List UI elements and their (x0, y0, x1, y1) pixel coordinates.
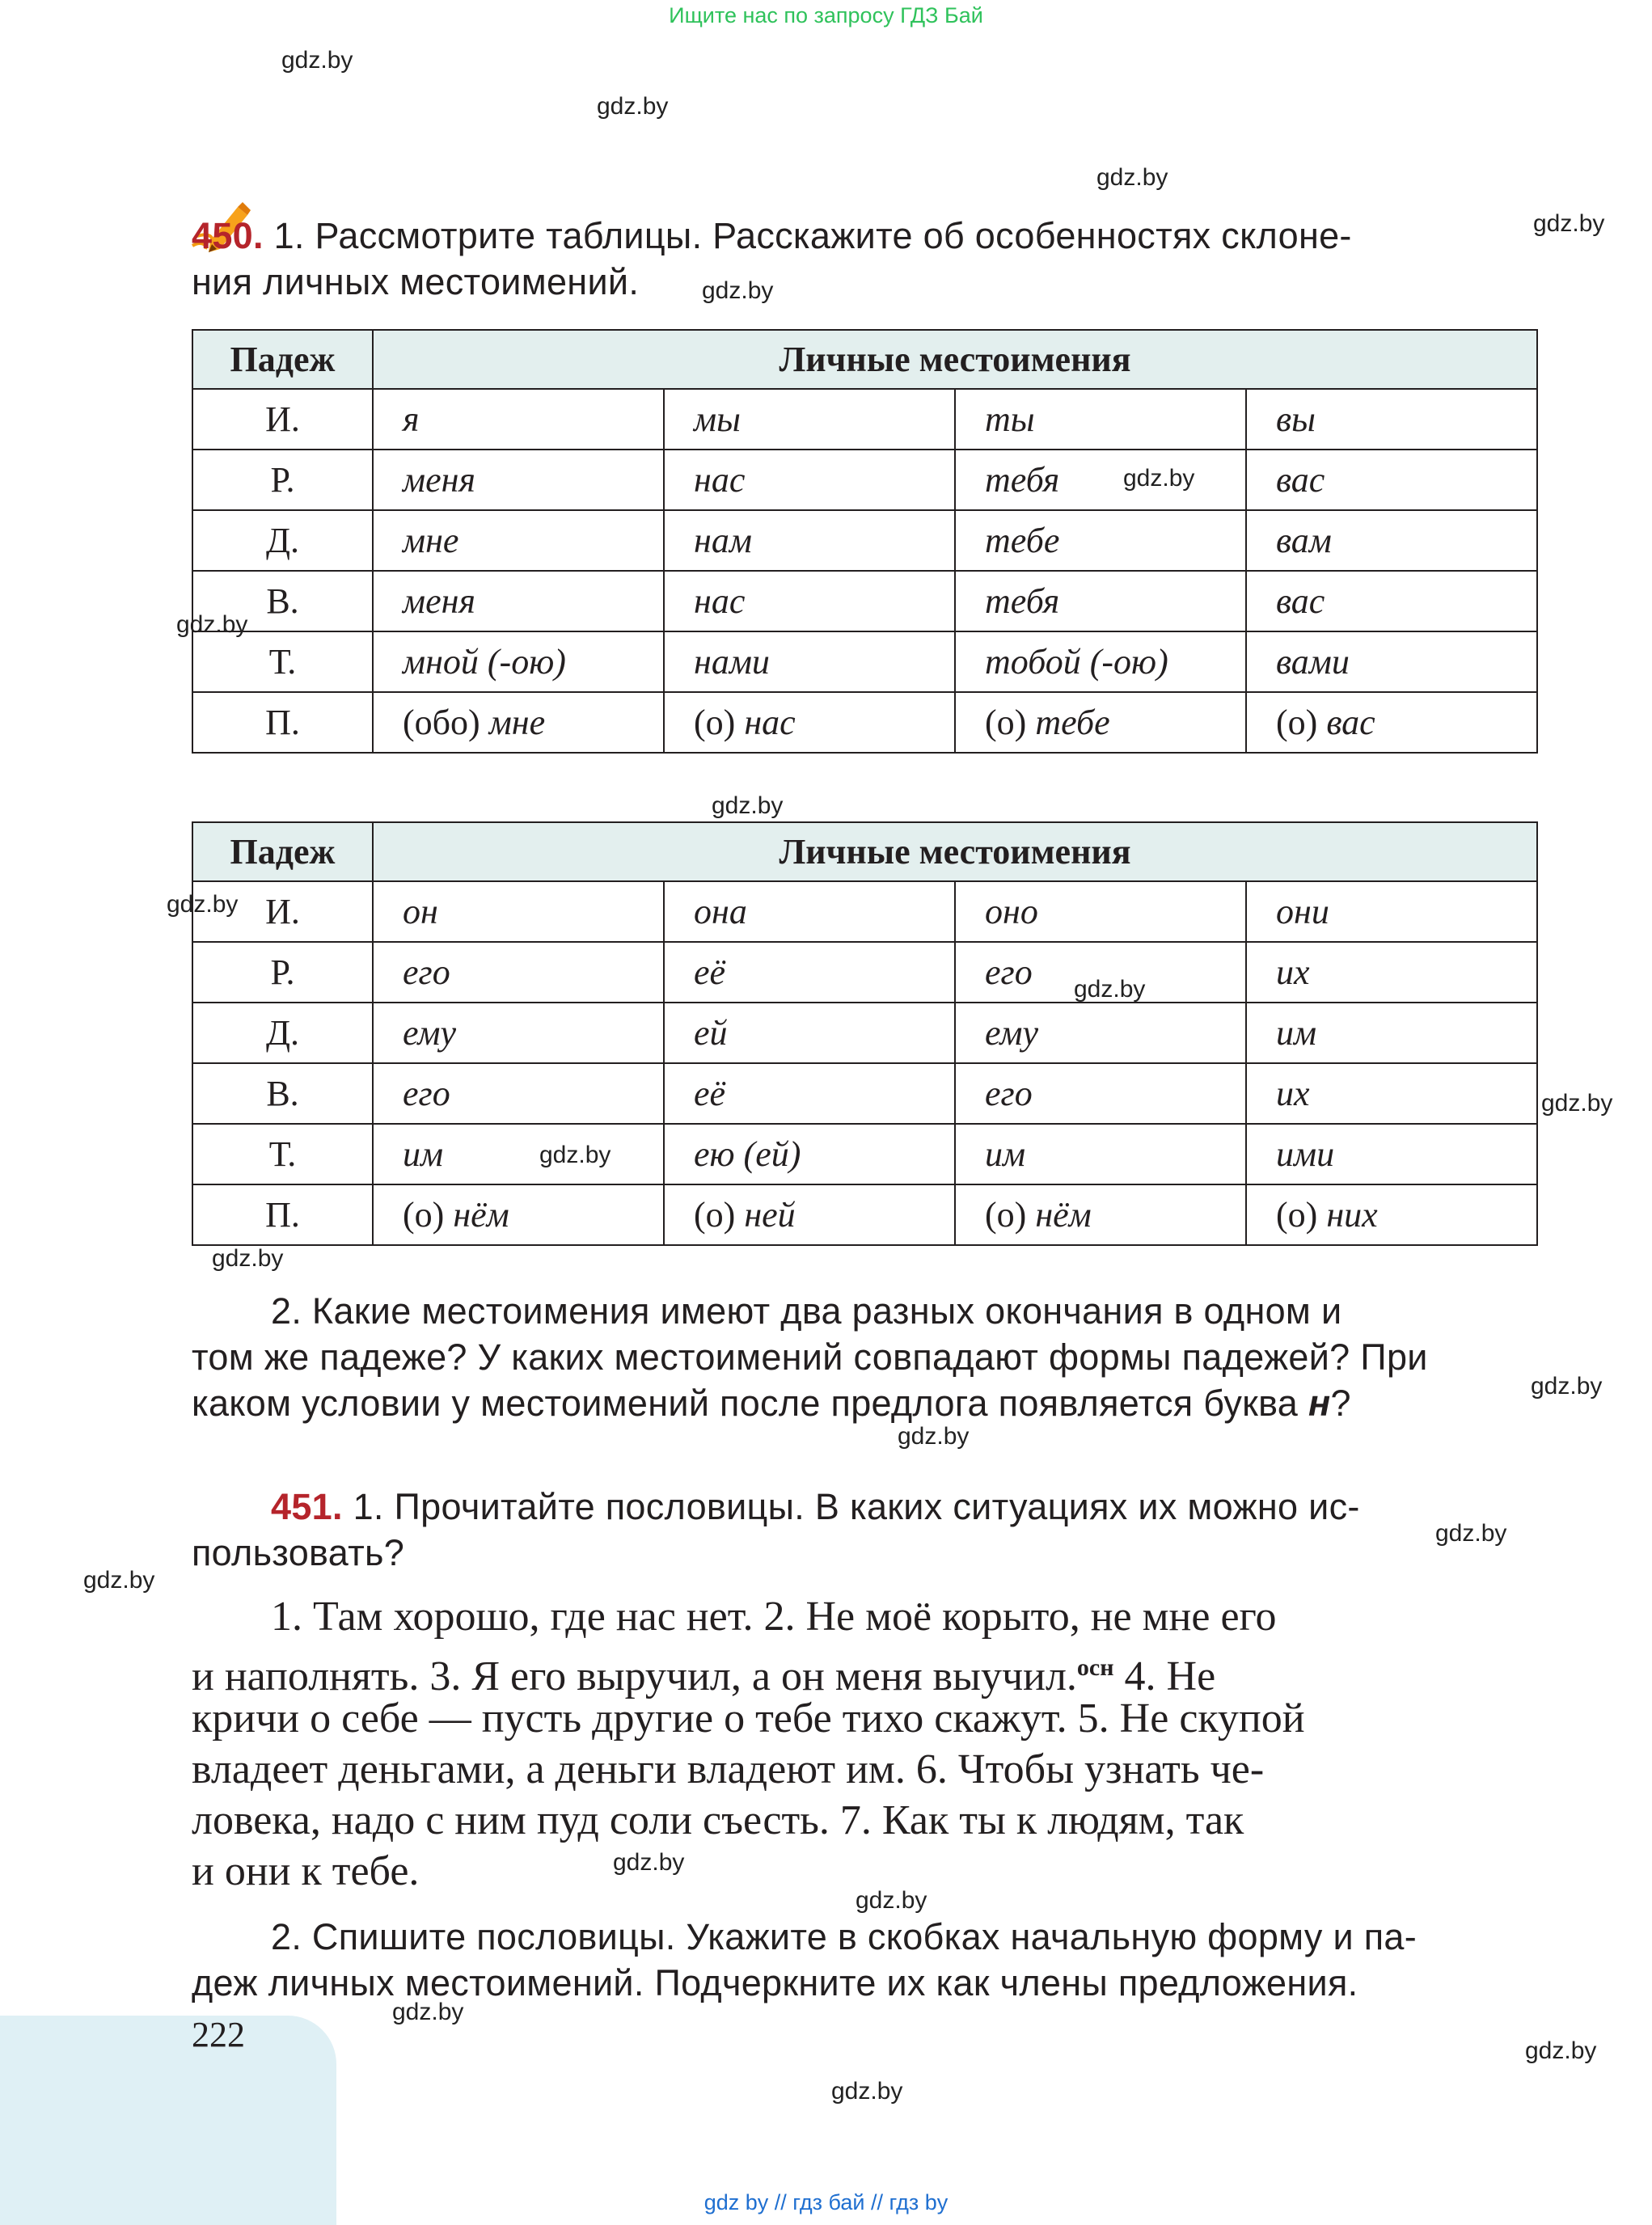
pronoun-cell (1246, 1003, 1537, 1063)
pronoun-cell (1246, 571, 1537, 631)
ex450-text-line1: 1. Рассмотрите таблицы. Расскажите об особенностях склоне- (273, 215, 1352, 256)
pronoun-form: мне (488, 703, 546, 742)
pronoun-form: они (1276, 892, 1329, 931)
pronoun-form: них (1326, 1195, 1378, 1235)
proverb-line-2-text: и наполнять. 3. Я его выручил, а он меня выучил. (192, 1653, 1077, 1699)
pronoun-form: ею (ей) (694, 1134, 801, 1174)
pronoun-cell (373, 389, 664, 450)
pronoun-form: им (403, 1134, 444, 1174)
table-row (192, 692, 1537, 753)
table-row (192, 631, 1537, 692)
table-row (192, 881, 1537, 942)
pronoun-form: тобой (-ою) (985, 642, 1168, 682)
pronoun-cell (955, 881, 1246, 942)
pronoun-cell (664, 692, 955, 753)
ex450-number: 450. (192, 215, 264, 256)
pronoun-cell (373, 450, 664, 510)
ex451-task2-line2: деж личных местоимений. Подчеркните их как члены предложения. (192, 1962, 1358, 2003)
pronoun-form: их (1276, 1074, 1310, 1113)
watermark: gdz.by (898, 1423, 970, 1450)
case-label: И. (192, 881, 373, 942)
table-row (192, 389, 1537, 450)
pronoun-cell (955, 389, 1246, 450)
preposition: (о) (403, 1195, 454, 1235)
proverb-line-3: кричи о себе — пусть другие о тебе тихо скажут. 5. Не скупой (192, 1695, 1305, 1742)
pronoun-form: нас (694, 460, 746, 500)
proverb-line-5: ловека, надо с ним пуд соли съесть. 7. Как ты к людям, так (192, 1797, 1244, 1843)
pronoun-cell (1246, 631, 1537, 692)
watermark: gdz.by (392, 1999, 464, 2025)
pronouns-table-2 (192, 821, 1538, 1246)
pronoun-cell (664, 1063, 955, 1124)
pronoun-cell (955, 631, 1246, 692)
ex450-q2-line3 (192, 1380, 1351, 1426)
ex450-line2: ния личных местоимений. (192, 261, 640, 302)
pronoun-cell (955, 1124, 1246, 1184)
pronoun-form: вами (1276, 642, 1350, 682)
watermark: gdz.by (702, 277, 774, 304)
watermark: gdz.by (712, 792, 784, 819)
pronoun-form: тебя (985, 581, 1060, 621)
watermark: gdz.by (1074, 976, 1146, 1003)
pronoun-form: её (694, 1074, 726, 1113)
table-row (192, 450, 1537, 510)
table-row (192, 1063, 1537, 1124)
pronoun-cell (955, 571, 1246, 631)
table-row (192, 1124, 1537, 1184)
watermark: gdz.by (167, 891, 239, 918)
ex451-line2: пользовать? (192, 1532, 405, 1573)
pronoun-cell (664, 389, 955, 450)
pronoun-cell (1246, 942, 1537, 1003)
pronoun-form: мы (694, 399, 741, 439)
pronoun-form: ему (403, 1013, 457, 1053)
case-label: П. (192, 692, 373, 753)
pronoun-cell (955, 1003, 1246, 1063)
table-header-row (192, 330, 1537, 389)
pronoun-form: нас (694, 581, 746, 621)
pronoun-form: нами (694, 642, 770, 682)
pronoun-cell (373, 881, 664, 942)
proverb-line-2-tail: 4. Не (1113, 1653, 1216, 1699)
case-label: Т. (192, 631, 373, 692)
watermark: gdz.by (1123, 465, 1195, 492)
pronoun-cell (373, 942, 664, 1003)
pronoun-cell (1246, 450, 1537, 510)
ex451-line1 (271, 1484, 1360, 1530)
pronoun-cell (955, 450, 1246, 510)
pronoun-cell (373, 692, 664, 753)
osn-mark: осн (1076, 1654, 1114, 1681)
watermark: gdz.by (1531, 1373, 1603, 1400)
header-case: Падеж (192, 330, 373, 389)
ex450-q2-line3-end: ? (1330, 1383, 1351, 1424)
pronoun-cell (955, 1184, 1246, 1245)
preposition: (о) (1276, 703, 1327, 742)
bottom-banner[interactable]: gdz by // гдз бай // гдз by (703, 2190, 949, 2214)
pronoun-form: его (403, 952, 450, 992)
pronoun-cell (1246, 692, 1537, 753)
preposition: (о) (985, 703, 1036, 742)
preposition: (обо) (403, 703, 489, 742)
pronoun-cell (1246, 881, 1537, 942)
pronoun-form: я (403, 399, 420, 439)
pronoun-cell (1246, 1184, 1537, 1245)
pronoun-form: меня (403, 460, 475, 500)
pronoun-form: она (694, 892, 747, 931)
pronoun-form: их (1276, 952, 1310, 992)
ex451-task2-line1: 2. Спишите пословицы. Укажите в скобках начальную форму и па- (271, 1916, 1418, 1957)
table-row (192, 571, 1537, 631)
proverb-line-6: и они к тебе. (192, 1848, 420, 1894)
header-pronouns: Личные местоимения (373, 822, 1537, 881)
case-label: Д. (192, 1003, 373, 1063)
case-label: В. (192, 1063, 373, 1124)
pronoun-form: нам (694, 521, 752, 560)
case-label: В. (192, 571, 373, 631)
pronoun-cell (373, 1184, 664, 1245)
ex451-number: 451. (271, 1486, 343, 1527)
watermark: gdz.by (176, 611, 248, 638)
pronoun-cell (373, 1063, 664, 1124)
pronoun-form: тебе (1035, 703, 1110, 742)
pronoun-form: вас (1276, 460, 1325, 500)
pronoun-form: её (694, 952, 726, 992)
pronoun-cell (373, 571, 664, 631)
header-case: Падеж (192, 822, 373, 881)
pronoun-form: ней (744, 1195, 796, 1235)
proverb-line-1: 1. Там хорошо, где нас нет. 2. Не моё корыто, не мне его (271, 1594, 1277, 1640)
case-label: П. (192, 1184, 373, 1245)
pronoun-cell (664, 942, 955, 1003)
pronoun-cell (1246, 389, 1537, 450)
ex450-q2-line1: 2. Какие местоимения имеют два разных окончания в одном и (271, 1290, 1342, 1332)
pronoun-form: ими (1276, 1134, 1335, 1174)
pronoun-cell (955, 942, 1246, 1003)
pronoun-form: им (985, 1134, 1026, 1174)
preposition: (о) (1276, 1195, 1327, 1235)
table-row (192, 1184, 1537, 1245)
watermark: gdz.by (856, 1887, 927, 1914)
pronoun-form: его (403, 1074, 450, 1113)
pronoun-form: ей (694, 1013, 728, 1053)
watermark: gdz.by (1435, 1520, 1507, 1547)
table-row (192, 942, 1537, 1003)
pronoun-cell (664, 631, 955, 692)
pronoun-cell (955, 510, 1246, 571)
pronoun-cell (1246, 510, 1537, 571)
pronoun-form: вас (1326, 703, 1375, 742)
pronoun-cell (373, 1003, 664, 1063)
proverb-line-4: владеет деньгами, а деньги владеют им. 6. Чтобы узнать че- (192, 1746, 1265, 1792)
pronoun-cell (664, 1124, 955, 1184)
pronoun-cell (955, 1063, 1246, 1124)
case-label: Т. (192, 1124, 373, 1184)
watermark: gdz.by (1541, 1090, 1613, 1117)
pronoun-form: тебя (985, 460, 1060, 500)
pronoun-cell (373, 1124, 664, 1184)
case-label: Д. (192, 510, 373, 571)
pronoun-form: его (985, 952, 1033, 992)
pronoun-form: оно (985, 892, 1038, 931)
pronoun-cell (373, 510, 664, 571)
watermark: gdz.by (539, 1142, 611, 1168)
watermark: gdz.by (281, 47, 353, 74)
table-row (192, 510, 1537, 571)
pronoun-form: им (1276, 1013, 1317, 1053)
table-row (192, 1003, 1537, 1063)
pronouns-table-1 (192, 329, 1538, 754)
pronoun-cell (664, 450, 955, 510)
header-pronouns: Личные местоимения (373, 330, 1537, 389)
pronoun-form: его (985, 1074, 1033, 1113)
pronoun-cell (373, 631, 664, 692)
pronoun-cell (664, 1184, 955, 1245)
pronoun-cell (664, 510, 955, 571)
pronoun-form: меня (403, 581, 475, 621)
pronoun-cell (1246, 1124, 1537, 1184)
case-label: Р. (192, 450, 373, 510)
pronoun-cell (955, 692, 1246, 753)
preposition: (о) (694, 1195, 745, 1235)
pronoun-form: нём (1035, 1195, 1092, 1235)
ex450-q2-line2: том же падеже? У каких местоимений совпадают формы падежей? При (192, 1336, 1428, 1378)
pronoun-form: вы (1276, 399, 1316, 439)
pronoun-form: мной (-ою) (403, 642, 566, 682)
pronoun-cell (1246, 1063, 1537, 1124)
watermark: gdz.by (831, 2078, 903, 2105)
watermark: gdz.by (212, 1245, 284, 1272)
pronoun-cell (664, 571, 955, 631)
pronoun-form: мне (403, 521, 459, 560)
pronoun-cell (664, 881, 955, 942)
top-banner[interactable]: Ищите нас по запросу ГДЗ Бай (669, 3, 983, 27)
table-header-row (192, 822, 1537, 881)
letter-n: н (1308, 1383, 1331, 1424)
ex450-q2-line3-text: каком условии у местоимений после предлога появляется буква (192, 1383, 1308, 1424)
preposition: (о) (694, 703, 745, 742)
ex450-line1 (192, 213, 1352, 259)
watermark: gdz.by (613, 1849, 685, 1876)
pronoun-form: тебе (985, 521, 1060, 560)
watermark: gdz.by (1096, 164, 1168, 191)
pronoun-form: вам (1276, 521, 1332, 560)
watermark: gdz.by (1525, 2037, 1597, 2064)
case-label: Р. (192, 942, 373, 1003)
pronoun-form: вас (1276, 581, 1325, 621)
watermark: gdz.by (83, 1567, 155, 1594)
case-label: И. (192, 389, 373, 450)
preposition: (о) (985, 1195, 1036, 1235)
pronoun-form: ты (985, 399, 1035, 439)
page-number: 222 (192, 2015, 245, 2054)
pronoun-form: нас (744, 703, 796, 742)
pronoun-cell (664, 1003, 955, 1063)
pronoun-form: он (403, 892, 438, 931)
ex451-text-line1: 1. Прочитайте пословицы. В каких ситуациях их можно ис- (353, 1486, 1360, 1527)
watermark: gdz.by (597, 93, 669, 120)
watermark: gdz.by (1533, 210, 1605, 237)
pronoun-form: нём (453, 1195, 509, 1235)
pronoun-form: ему (985, 1013, 1039, 1053)
